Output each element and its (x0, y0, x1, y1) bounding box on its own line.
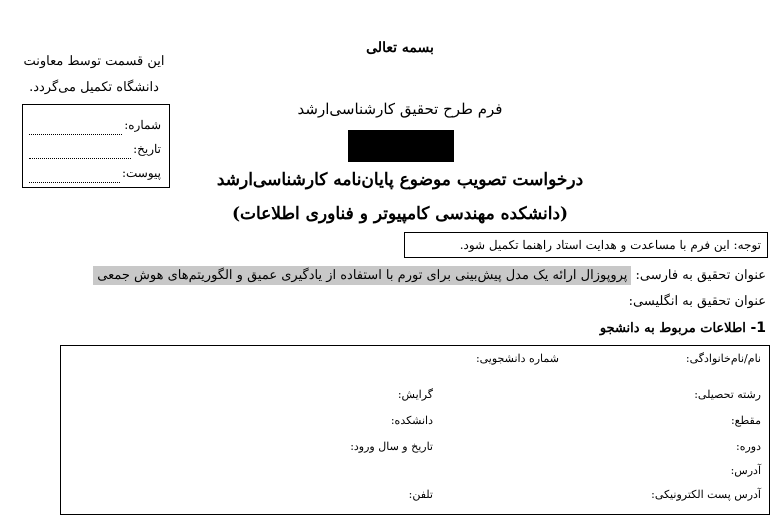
attachment-field[interactable] (29, 159, 161, 183)
section1-heading (400, 318, 766, 339)
attachment-dots (29, 168, 120, 183)
number-label: شماره: (124, 118, 161, 132)
persian-title-row (97, 264, 766, 288)
email-field[interactable]: آدرس پست الکترونیکی: (651, 488, 761, 501)
faculty-field[interactable]: دانشکده: (390, 414, 433, 427)
bismillah-heading: بسمه تعالی (366, 40, 434, 56)
main-title: درخواست تصویب موضوع پایان‌نامه کارشناسی‌ارشد (216, 170, 584, 190)
name-field[interactable]: نام/نام‌خانوادگی: (685, 352, 761, 365)
number-dots (29, 120, 122, 135)
form-title: فرم طرح تحقیق کارشناسی‌ارشد (297, 100, 503, 118)
student-id-field[interactable]: شماره دانشجویی: (475, 352, 559, 365)
faculty-title: (دانشکده مهندسی کامپیوتر و فناوری اطلاعات) (231, 204, 569, 224)
degree-field[interactable]: مقطع: (730, 414, 761, 427)
attachment-label: پیوست: (121, 166, 161, 180)
admin-note-line2: دانشگاه تکمیل می‌گردد. (29, 80, 159, 95)
student-info-box (60, 345, 770, 515)
persian-title-value[interactable]: پروپوزال ارائه یک مدل پیش‌بینی برای تورم با استفاده از یادگیری عمیق و الگوریتم‌های هوش جمعی (93, 266, 631, 285)
date-dots (29, 144, 131, 159)
reference-box (22, 104, 170, 188)
date-label: تاریخ: (133, 142, 161, 156)
redacted-block (348, 130, 454, 162)
persian-title-label: عنوان تحقیق به فارسی: (635, 268, 766, 283)
admin-note-line1: این قسمت توسط معاونت (23, 54, 165, 69)
english-title-label: عنوان تحقیق به انگلیسی: (628, 294, 766, 309)
entry-date-field[interactable]: تاریخ و سال ورود: (350, 440, 433, 453)
orientation-field[interactable]: گرایش: (397, 388, 433, 401)
date-field[interactable] (29, 135, 161, 159)
major-field[interactable]: رشته تحصیلی: (694, 388, 761, 401)
phone-field[interactable]: تلفن: (408, 488, 433, 501)
english-title-row (400, 292, 766, 312)
section1-number: 1- (750, 320, 766, 336)
section1-title: اطلاعات مربوط به دانشجو (599, 321, 746, 336)
notice-box: توجه: این فرم با مساعدت و هدایت استاد راهنما تکمیل شود. (404, 232, 768, 258)
period-field[interactable]: دوره: (736, 440, 761, 453)
address-field[interactable]: آدرس: (730, 464, 761, 477)
number-field[interactable] (29, 111, 161, 135)
admin-note (14, 49, 174, 101)
